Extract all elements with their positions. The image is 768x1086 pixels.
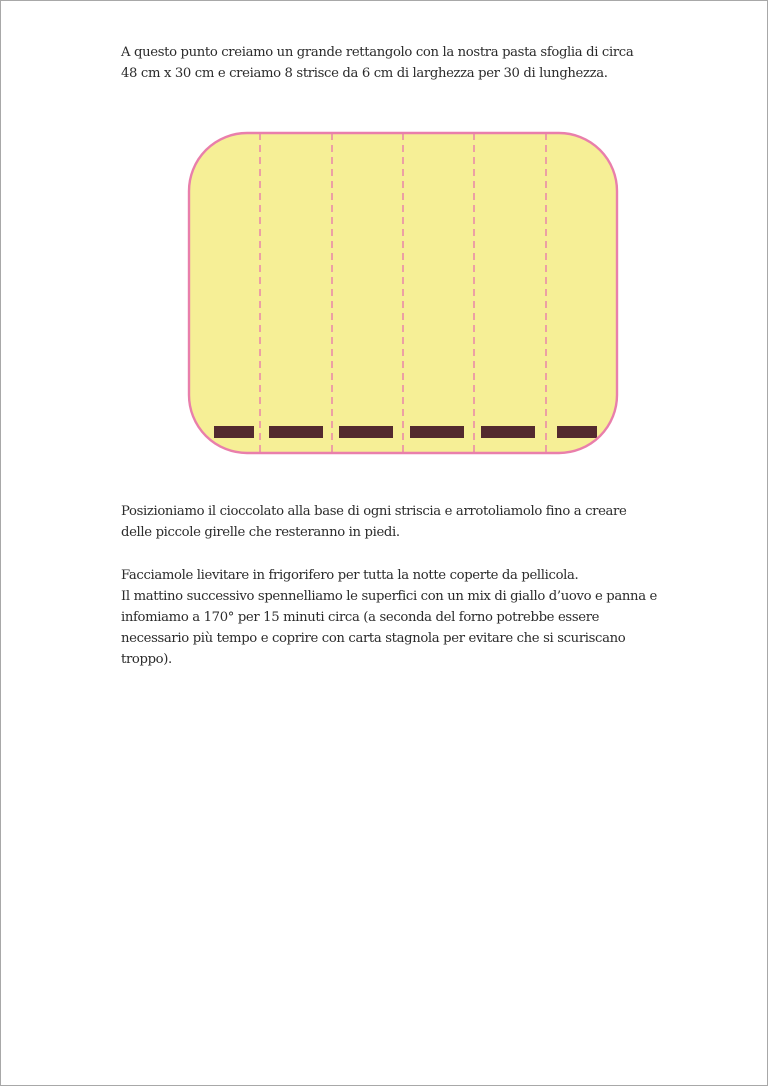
proofing-line: Facciamole lievitare in frigorifero per tutta la notte coperte da pellicola. xyxy=(121,568,579,583)
pastry-strips-diagram xyxy=(187,131,619,462)
paragraph-baking-instructions xyxy=(121,565,661,670)
paragraph-rectangle-instructions: A questo punto creiamo un grande rettangolo con la nostra pasta sfoglia di circa 48 cm x 30 cm e creiamo 8 strisce da 6 cm di larghezza per 30 di lunghezza. xyxy=(121,45,634,81)
pastry-sheet-illustration xyxy=(187,131,619,457)
baking-line: Il mattino successivo spennelliamo le superfici con un mix di giallo d’uovo e panna e infomiamo a 170° per 15 minuti circa (a seconda del forno potrebbe essere necessario più tempo e coprire con carta stagnola per evitare che si scuriscano troppo). xyxy=(121,589,657,667)
paragraph-rolling-instructions: Posizioniamo il cioccolato alla base di ogni striscia e arrotoliamolo fino a creare delle piccole girelle che resteranno in piedi. xyxy=(121,504,627,540)
